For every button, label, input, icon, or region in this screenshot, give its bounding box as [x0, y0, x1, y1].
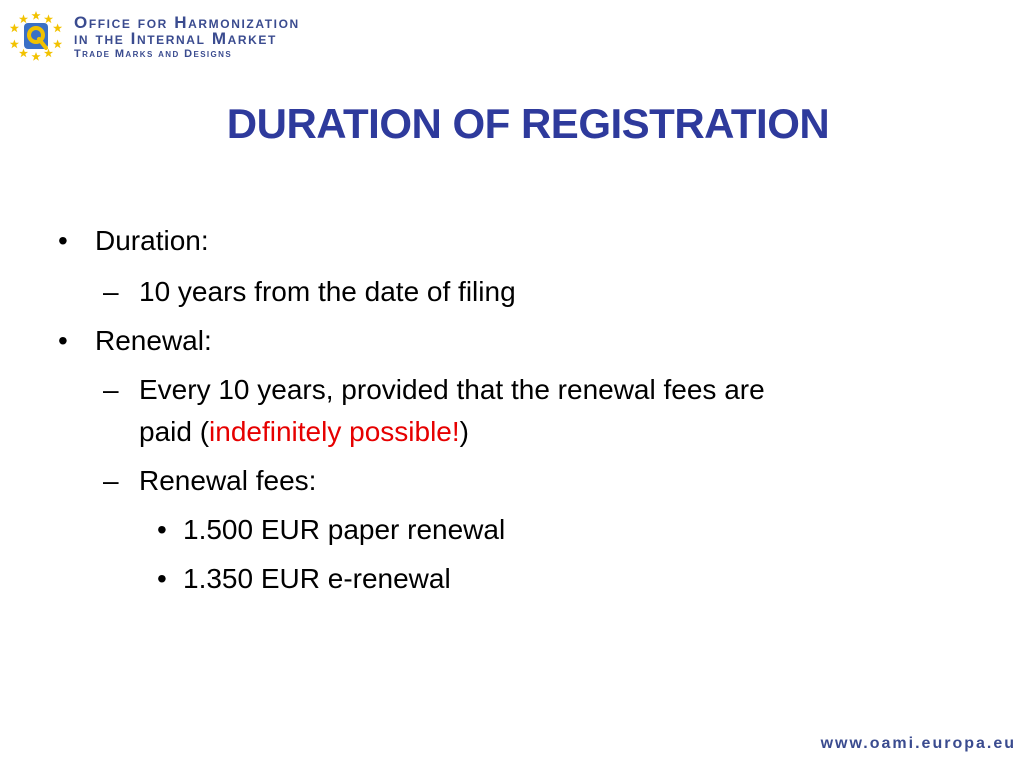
org-line-3: Trade Marks and Designs: [74, 48, 233, 60]
list-item-renewal-detail-line1: Every 10 years, provided that the renewal fees are: [139, 374, 765, 405]
text-paid: paid (: [139, 416, 210, 447]
footer-url: www.oami.europa.eu: [820, 735, 1016, 752]
bullet-marker: •: [58, 325, 68, 356]
list-item-renewal-detail-line2: [139, 415, 469, 449]
list-item-duration: Duration:: [95, 225, 209, 256]
bullet-marker: •: [58, 225, 68, 256]
org-line-1: Office for Harmonization: [74, 13, 300, 32]
org-line-2: in the Internal Market: [74, 29, 277, 48]
slide-title: DURATION OF REGISTRATION: [226, 100, 830, 147]
list-item-renewal-fees: Renewal fees:: [139, 465, 317, 496]
list-item-paper-renewal: 1.500 EUR paper renewal: [183, 514, 506, 545]
bullet-marker: •: [157, 514, 167, 545]
list-item-renewal: Renewal:: [95, 325, 212, 356]
dash-marker: –: [103, 374, 119, 405]
bullet-marker: •: [157, 563, 167, 594]
text-close-paren: ): [459, 416, 469, 447]
dash-marker: –: [103, 276, 119, 307]
dash-marker: –: [103, 465, 119, 496]
list-item-duration-detail: 10 years from the date of filing: [139, 276, 516, 307]
highlight-indefinitely-possible: indefinitely possible!: [209, 416, 460, 447]
list-item-e-renewal: 1.350 EUR e-renewal: [183, 563, 451, 594]
